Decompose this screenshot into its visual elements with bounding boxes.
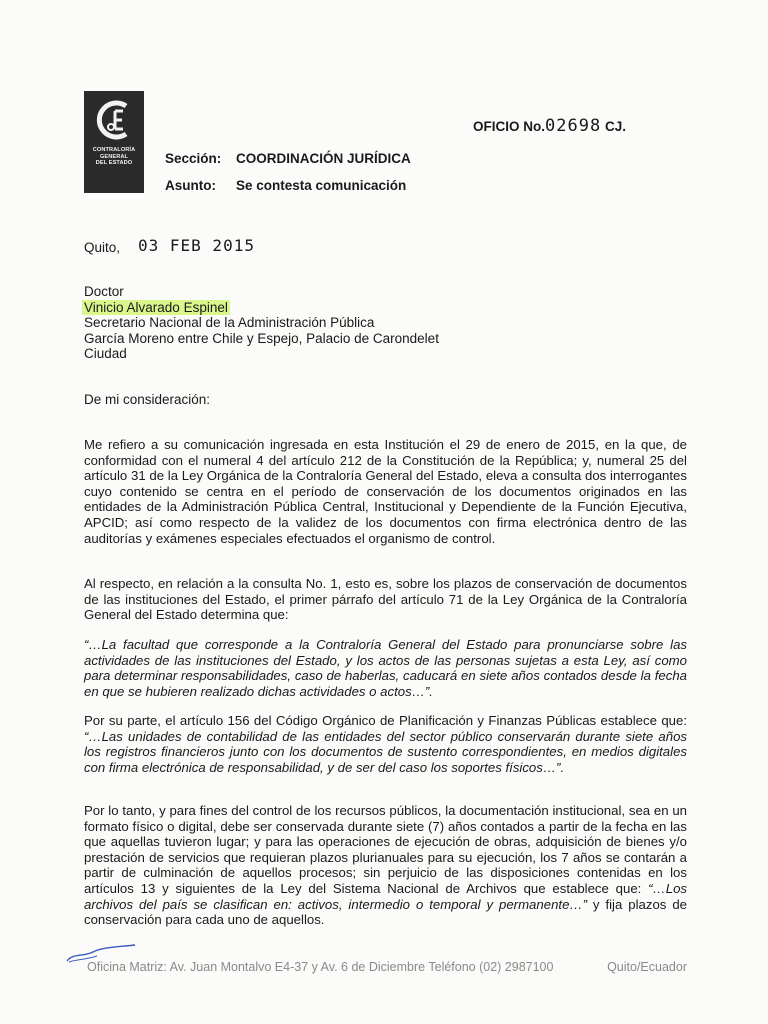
oficio-value: 02698 [545, 116, 602, 136]
recipient-position: Secretario Nacional de la Administración Pública [84, 315, 375, 330]
paragraph-quote-1: “…La facultad que corresponde a la Contraloría General del Estado para pronunciarse sobre las actividades de las instituciones del Estado, y los actos de las personas sujetas a esta Ley, así como para determinar responsabilidades, caso de haberlas, caducará en siete años contados desde la fecha en que se hubieren realizado dichas actividades o actos…”. [84, 637, 687, 699]
asunto-label: Asunto: [165, 178, 216, 193]
cge-emblem-icon [91, 97, 137, 143]
recipient-city: Ciudad [84, 346, 127, 361]
paragraph-4-quote: “…Las unidades de contabilidad de las entidades del sector público conservarán durante siete años los registros financieros junto con los documentos de sustento correspondientes, en medios digitales con firma electrónica de responsabilidad, y de ser del caso los soportes físicos…”. [84, 728, 687, 775]
paragraph-1: Me refiero a su comunicación ingresada en esta Institución el 29 de enero de 2015, en la que, de conformidad con el numeral 4 del artículo 212 de la Constitución de la República; y, numeral 25 del artículo 31 de la Ley Orgánica de la Contraloría General del Estado, eleva a consulta dos interrogantes cuyo contenido se centra en el período de conservación de los documentos originados en las entidades de la Administración Pública Central, Institucional y Dependiente de la Función Ejecutiva, APCID; así como respecto de la validez de los documentos con firma electrónica dentro de las auditorías y exámenes especiales efectuados el organismo de control. [84, 437, 687, 546]
seccion-value: COORDINACIÓN JURÍDICA [236, 151, 411, 166]
footer [87, 960, 687, 974]
paragraph-5-intro: Por lo tanto, y para fines del control de los recursos públicos, la documentación institucional, sea en un formato físico o digital, debe ser conservada durante siete (7) años contados a partir de la fecha en las que aquellas tuvieron lugar; y para las operaciones de ejecución de obras, adquisición de bienes y/o prestación de servicios que requieran plazos plurianuales para su ejecución, los 7 años se contarán a partir de culminación de aquellos procesos; sin perjuicio de las disposiciones contenidas en los artículos 13 y siguientes de la Ley del Sistema Nacional de Archivos que establece que: [84, 803, 687, 896]
recipient-block [84, 284, 439, 362]
paragraph-2: Al respecto, en relación a la consulta No. 1, esto es, sobre los plazos de conservación de documentos de las instituciones del Estado, el primer párrafo del artículo 71 de la Ley Orgánica de la Contraloría General del Estado determina que: [84, 576, 687, 623]
paragraph-5 [84, 803, 687, 928]
asunto-value: Se contesta comunicación [236, 178, 407, 193]
oficio-label: OFICIO No. [473, 119, 545, 134]
date-stamp: 03 FEB 2015 [138, 236, 255, 255]
recipient-name: Vinicio Alvarado Espinel [84, 299, 228, 315]
seccion-line [165, 151, 411, 166]
seccion-label: Sección: [165, 151, 222, 166]
paragraph-5-quote: “…Los archivos del país se clasifican en: activos, intermedio o temporal y permanente…” [84, 880, 687, 912]
paragraph-4 [84, 713, 687, 775]
logo-line: GENERAL [99, 153, 129, 160]
recipient-address: García Moreno entre Chile y Espejo, Palacio de Carondelet [84, 330, 439, 346]
oficio-number [473, 116, 626, 136]
oficio-suffix: CJ. [604, 119, 626, 134]
logo-text [93, 147, 135, 167]
footer-city: Quito/Ecuador [607, 960, 687, 974]
logo-line: DEL ESTADO [95, 160, 133, 166]
greeting: De mi consideración: [84, 392, 211, 407]
paragraph-4-intro: Por su parte, el artículo 156 del Código Orgánico de Planificación y Finanzas Públicas establece que: [84, 713, 687, 728]
asunto-line [165, 178, 406, 193]
footer-address: Oficina Matriz: Av. Juan Montalvo E4-37 y Av. 6 de Diciembre Teléfono (02) 2987100 [87, 960, 554, 974]
contraloria-logo [84, 91, 144, 193]
logo-line: CONTRALORÍA [92, 147, 136, 153]
recipient-title: Doctor [84, 284, 124, 299]
date-city: Quito, [84, 240, 121, 255]
paragraph-5-end: y fija plazos de conservación para cada uno de aquellos. [84, 896, 687, 928]
